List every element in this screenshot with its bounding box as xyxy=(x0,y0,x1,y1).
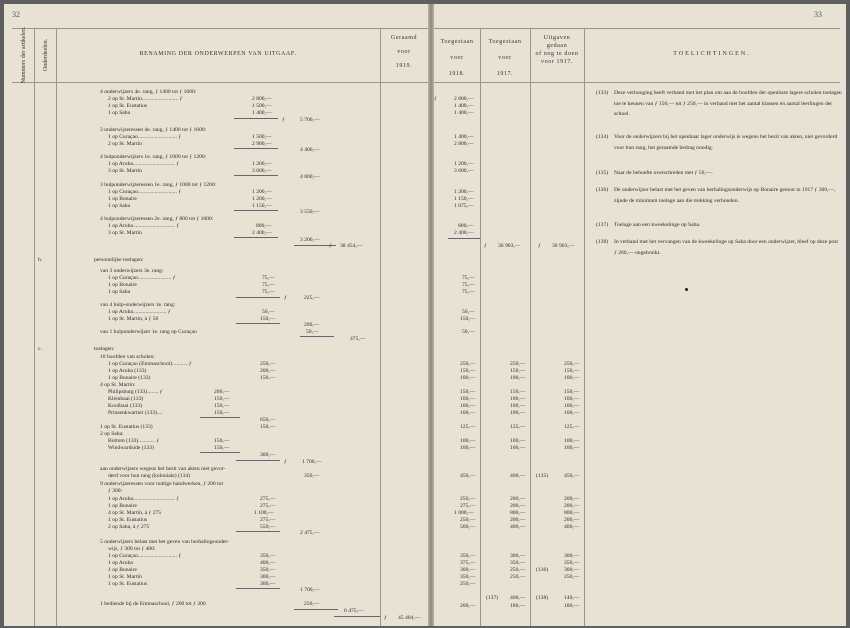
subtotal: 3 550,— xyxy=(300,209,320,215)
subtotal-rule xyxy=(234,148,278,149)
amount: 400,— xyxy=(260,560,276,566)
subtotal-rule xyxy=(236,588,280,589)
line-text: 1 op Bonaire (133) xyxy=(108,375,151,381)
line-text: 2 op St. Martin xyxy=(108,141,142,147)
amount-1918: 150,— xyxy=(460,316,476,322)
subtotal-rule xyxy=(200,452,240,453)
amount: 150,— xyxy=(260,375,276,381)
subtotal-rule xyxy=(200,417,240,418)
subtotal: 4 400,— xyxy=(300,147,320,153)
note-136: (136) De onderwijzer belast met het geven van herhalingsonderwijs op Bonaire genoot in 1917 ƒ 300,—, zijnde de minimum toelage aan die trekking verbonden. xyxy=(596,187,836,204)
line-text: van 1 hulponderwijzer 1e. rang op Curaçao xyxy=(100,329,197,335)
line-text: 9 onderwijzeressen voor nuttige handwerken, ƒ 200 tot xyxy=(100,481,224,487)
currency: ƒ xyxy=(282,117,285,123)
amount-1918: 100,— xyxy=(460,403,476,409)
header-bottom-rule xyxy=(12,82,428,83)
amount-1918: 350,— xyxy=(460,553,476,559)
line-text: 4 op St. Martin: xyxy=(100,382,136,388)
note-reference: (138) xyxy=(536,595,549,601)
amount: 300,— xyxy=(260,574,276,580)
line-text: 1 op Aruba.............................. ƒ xyxy=(108,223,180,229)
book-spread xyxy=(4,4,846,626)
page-number-left: 32 xyxy=(12,10,20,19)
amount-1917: 100,— xyxy=(510,410,526,416)
line-text: 2 op Saba, à ƒ 275 xyxy=(108,524,150,530)
note-reference: (136) xyxy=(536,567,549,573)
amount-uitgaven: 300,— xyxy=(564,553,580,559)
line-text: wijs, ƒ 300 tot ƒ 400: xyxy=(108,546,156,552)
note-137: (137) Toelage aan een kweekelinge op Saba. xyxy=(596,222,701,228)
subtotal: 2 475,— xyxy=(300,530,320,536)
line-text: 1 op Bonaire xyxy=(108,503,137,509)
subtotal: 50,— xyxy=(306,329,319,335)
amount-uitgaven: 100,— xyxy=(564,375,580,381)
section-heading: toelagen: xyxy=(94,346,115,352)
amount: 150,— xyxy=(214,410,230,416)
amount-1917: 400,— xyxy=(510,595,526,601)
amount: 275,— xyxy=(260,496,276,502)
amount-1918: 100,— xyxy=(460,438,476,444)
total-rule xyxy=(334,616,380,617)
section-heading: persoonlijke toelagen: xyxy=(94,257,144,263)
amount-1917: 250,— xyxy=(510,574,526,580)
line-text: Windwardside (133) xyxy=(108,445,154,451)
amount-1918: 1 400,— xyxy=(454,103,474,109)
amount-1918: 3 600,— xyxy=(454,168,474,174)
header-toegestaan-1918: Toegestaan voor 1918. xyxy=(440,39,474,77)
amount-1917: 200,— xyxy=(510,503,526,509)
amount-1918: 1 075,— xyxy=(454,203,474,209)
amount: 75,— xyxy=(262,282,275,288)
note-reference: (137) xyxy=(486,595,499,601)
amount-uitgaven: 300,— xyxy=(564,567,580,573)
header-description: BENAMING DER ONDERWERPEN VAN UITGAAF. xyxy=(139,51,297,57)
subtotal-rule xyxy=(294,609,338,610)
amount-1918: 2 800,— xyxy=(454,141,474,147)
amount: 150,— xyxy=(214,396,230,402)
note-133: (133) Deze verhooging heeft verband met het plan om aan de hoofden der openbare lagere scholen toelagen toe te kennen van ƒ 150,— tot ƒ 250,— in verband met het aantal klassen en aantal leerlingen der school. xyxy=(596,90,842,117)
amount: 200,— xyxy=(214,389,230,395)
subtotal-rule xyxy=(236,323,280,324)
amount-uitgaven: 200,— xyxy=(564,503,580,509)
header-bottom-rule xyxy=(434,82,840,83)
line-text: Kleinbaai (133) xyxy=(108,396,144,402)
currency: ƒ xyxy=(284,459,287,465)
subtotal: 250,— xyxy=(304,601,320,607)
amount-uitgaven: 350,— xyxy=(564,560,580,566)
amount: 200,— xyxy=(260,368,276,374)
amount-1917: 250,— xyxy=(510,567,526,573)
amount: 300,— xyxy=(260,581,276,587)
currency: ƒ xyxy=(284,295,287,301)
amount-1918: 450,— xyxy=(460,473,476,479)
line-text: 1 op Curaçao (Emmaschool)........... ƒ xyxy=(108,361,192,367)
amount: 1 200,— xyxy=(252,161,272,167)
line-text: 4 onderwijzers 4e. rang, ƒ 1400 tot ƒ 1600: xyxy=(100,89,197,95)
line-text: 4 hulponderwijzers 1e. rang, ƒ 1000 tot ƒ 1200: xyxy=(100,154,207,160)
right-page xyxy=(434,4,846,626)
amount-1918: 1 200,— xyxy=(454,189,474,195)
line-text: 1 op Curaçao............................ ƒ xyxy=(108,553,182,559)
amount-1918: 1 400,— xyxy=(454,134,474,140)
amount: 1 500,— xyxy=(252,103,272,109)
section-letter: c. xyxy=(38,346,42,352)
amount: 2 800,— xyxy=(252,96,272,102)
header-subdivisions: Onderdeelen. xyxy=(43,38,49,72)
line-text: 1 op St. Eustatius (133) xyxy=(100,424,153,430)
total-1917: 36 903,— xyxy=(498,243,521,249)
amount-1917: 150,— xyxy=(510,389,526,395)
header-top-rule xyxy=(434,28,840,29)
line-text: ƒ 300: xyxy=(108,488,123,494)
line-text: 1 op Saba xyxy=(108,203,131,209)
amount-uitgaven: 200,— xyxy=(564,496,580,502)
amount: 1 150,— xyxy=(252,203,272,209)
amount: 650,— xyxy=(260,417,276,423)
section-letter: b. xyxy=(38,257,43,263)
amount-1918: 2 400,— xyxy=(454,230,474,236)
amount-uitgaven: 450,— xyxy=(564,473,580,479)
grand-total: 45 404,— xyxy=(398,615,421,621)
line-text: Prinsenkwartier (133).... xyxy=(108,410,163,416)
subtotal: 1 700,— xyxy=(302,459,322,465)
column-rule xyxy=(480,28,481,626)
amount: 800,— xyxy=(256,223,272,229)
amount-1917: 250,— xyxy=(510,361,526,367)
amount-1917: 125,— xyxy=(510,424,526,430)
amount-1918: 150,— xyxy=(460,368,476,374)
amount-1917: 100,— xyxy=(510,375,526,381)
line-text: 1 op Curaçao............................ ƒ xyxy=(108,134,182,140)
amount: 1 500,— xyxy=(252,134,272,140)
line-text: 1 op St. Martin xyxy=(108,574,142,580)
amount-1918: 75,— xyxy=(462,282,475,288)
amount-1918: 100,— xyxy=(460,410,476,416)
amount-uitgaven: 250,— xyxy=(564,361,580,367)
subtotal-rule xyxy=(448,238,480,239)
currency: ƒ xyxy=(434,96,437,102)
line-text: 3 hulponderwijzeressen 1e. rang, ƒ 1000 tot ƒ 1200: xyxy=(100,182,217,188)
line-text: 1 op Aruba.............................. ƒ xyxy=(108,161,180,167)
header-top-rule xyxy=(12,28,428,29)
line-text: 2 op Saba: xyxy=(100,431,124,437)
amount-1918: 250,— xyxy=(460,581,476,587)
amount-1918: 100,— xyxy=(460,445,476,451)
note-reference: (135) xyxy=(536,473,549,479)
line-text: Philipsburg (133)........ ƒ xyxy=(108,389,163,395)
amount-1918: 500,— xyxy=(460,524,476,530)
total-uitgaven: 36 903,— xyxy=(552,243,575,249)
subtotal-rule xyxy=(234,118,278,119)
amount: 550,— xyxy=(260,524,276,530)
amount-uitgaven: 100,— xyxy=(564,403,580,409)
currency: ƒ xyxy=(384,615,387,621)
line-text: 1 op St. Eustatius xyxy=(108,581,148,587)
amount-uitgaven: 100,— xyxy=(564,445,580,451)
amount: 3 600,— xyxy=(252,168,272,174)
line-text: 3 op St. Martin xyxy=(108,230,142,236)
amount: 275,— xyxy=(260,503,276,509)
section-total: 38 454,— xyxy=(340,243,363,249)
amount-1918: 200,— xyxy=(460,603,476,609)
amount: 150,— xyxy=(260,316,276,322)
amount-uitgaven: 125,— xyxy=(564,424,580,430)
header-uitgaven: Uitgaven gedaan of nog te doen voor 1917. xyxy=(535,35,579,65)
note-135: (135) Naar de behoefte overschreden met ƒ 50,—. xyxy=(596,170,713,176)
amount: 2 900,— xyxy=(252,141,272,147)
subtotal: 225,— xyxy=(304,295,320,301)
amount: 350,— xyxy=(260,567,276,573)
column-rule xyxy=(34,28,35,626)
amount-1918: 75,— xyxy=(462,289,475,295)
line-text: derd voor hun rang (koloniale) (134) xyxy=(108,473,191,479)
amount-1918: 1 150,— xyxy=(454,196,474,202)
header-toegestaan-1917: Toegestaan voor 1917. xyxy=(488,39,522,77)
amount-1917: 180,— xyxy=(510,603,526,609)
line-text: 1 op Aruba xyxy=(108,560,133,566)
column-rule xyxy=(584,28,585,626)
amount: 75,— xyxy=(262,275,275,281)
line-text: 3 onderwijzeressen 4e. rang, ƒ 1400 tot ƒ 1600: xyxy=(100,127,207,133)
amount: 1 200,— xyxy=(252,189,272,195)
amount-1917: 100,— xyxy=(510,438,526,444)
currency: ƒ xyxy=(329,243,332,249)
section-total: 475,— xyxy=(350,336,366,342)
header-article-numbers: Nummers der artikelen. xyxy=(21,26,27,84)
line-text: 1 op St. Eustatius xyxy=(108,103,148,109)
line-text: van 3 onderwijzers 3e. rang: xyxy=(100,268,164,274)
note-138: (138) In verband met het vervangen van de kweekelinge op Saba door een onderwijzer, bleef op deze post ƒ 260,— ongebruikt. xyxy=(596,239,838,256)
amount-1918: 250,— xyxy=(460,361,476,367)
subtotal-rule xyxy=(234,175,278,176)
subtotal: 200,— xyxy=(304,322,320,328)
amount: 1 100,— xyxy=(254,510,274,516)
line-text: 5 onderwijzers belast met het geven van herhalingsonder- xyxy=(100,539,229,545)
line-text: 4 op St. Martin, à ƒ 275 xyxy=(108,510,162,516)
amount: 150,— xyxy=(214,403,230,409)
amount-1918: 100,— xyxy=(460,375,476,381)
amount: 1 400,— xyxy=(252,110,272,116)
line-text: 1 bediende bij de Emmaschool, ƒ 200 tot ƒ 300 xyxy=(100,601,206,607)
amount: 250,— xyxy=(260,361,276,367)
amount: 350,— xyxy=(260,553,276,559)
amount-uitgaven: 800,— xyxy=(564,510,580,516)
amount-1918: 100,— xyxy=(460,396,476,402)
amount-1918: 50,— xyxy=(462,309,475,315)
amount-1918: 150,— xyxy=(460,389,476,395)
line-text: aan onderwijzers wegens het bezit van akten niet gevor- xyxy=(100,466,226,472)
column-rule xyxy=(530,28,531,626)
section-total: 6 475,— xyxy=(344,608,364,614)
subtotal-rule xyxy=(236,297,280,298)
amount-1918: 375,— xyxy=(460,560,476,566)
amount-1917: 400,— xyxy=(510,473,526,479)
amount-1918: 125,— xyxy=(460,424,476,430)
amount-uitgaven: 180,— xyxy=(564,603,580,609)
line-text: 1 op Bonaire xyxy=(108,567,137,573)
amount-1918: 800,— xyxy=(458,223,474,229)
subtotal-rule xyxy=(236,531,280,532)
amount-uitgaven: 150,— xyxy=(564,389,580,395)
amount: 275,— xyxy=(260,517,276,523)
amount-uitgaven: 200,— xyxy=(564,517,580,523)
line-text: 1 op Bonaire xyxy=(108,196,137,202)
amount-1917: 200,— xyxy=(510,517,526,523)
subtotal-rule xyxy=(300,336,334,337)
amount: 75,— xyxy=(262,289,275,295)
amount-1918: 350,— xyxy=(460,574,476,580)
amount-1918: 75,— xyxy=(462,275,475,281)
amount: 2 400,— xyxy=(252,230,272,236)
amount-uitgaven: 140,— xyxy=(564,595,580,601)
amount-uitgaven: 100,— xyxy=(564,396,580,402)
line-text: 2 op St. Martin.......................... ƒ xyxy=(108,96,183,102)
amount-uitgaven: 400,— xyxy=(564,524,580,530)
ink-speck xyxy=(685,288,688,291)
amount-1918: 300,— xyxy=(460,567,476,573)
line-text: 10 hoofden van scholen: xyxy=(100,354,155,360)
amount: 1 200,— xyxy=(252,196,272,202)
amount-1917: 200,— xyxy=(510,496,526,502)
amount-1918: 1 200,— xyxy=(454,161,474,167)
amount: 150,— xyxy=(214,438,230,444)
amount-1918: 275,— xyxy=(460,503,476,509)
line-text: 3 op St. Martin xyxy=(108,168,142,174)
currency: ƒ xyxy=(484,243,487,249)
amount-1917: 400,— xyxy=(510,524,526,530)
header-geraamd: Geraamd voor 1919. xyxy=(390,35,418,69)
amount-1917: 300,— xyxy=(510,553,526,559)
amount-uitgaven: 100,— xyxy=(564,438,580,444)
line-text: 1 op Saba xyxy=(108,289,131,295)
amount-1917: 100,— xyxy=(510,445,526,451)
subtotal: 4 800,— xyxy=(300,174,320,180)
line-text: 1 op St. Eustatius xyxy=(108,517,148,523)
line-text: 4 hulponderwijzeressen 2e. rang, ƒ 800 tot ƒ 1000: xyxy=(100,216,214,222)
subtotal: 1 700,— xyxy=(300,587,320,593)
column-rule xyxy=(380,28,381,626)
amount-1918: 1 000,— xyxy=(454,510,474,516)
amount-uitgaven: 150,— xyxy=(564,368,580,374)
subtotal: 3 200,— xyxy=(300,237,320,243)
subtotal-rule xyxy=(234,210,278,211)
amount-1918: 250,— xyxy=(460,496,476,502)
page-number-right: 33 xyxy=(814,10,822,19)
amount-1917: 100,— xyxy=(510,403,526,409)
header-toelichtingen: TOELICHTINGEN. xyxy=(673,51,751,57)
line-text: Koolbaai (133) xyxy=(108,403,143,409)
column-rule xyxy=(56,28,57,626)
amount-1917: 350,— xyxy=(510,560,526,566)
line-text: 1 op Aruba.............................. ƒ xyxy=(108,496,180,502)
subtotal-rule xyxy=(234,237,278,238)
amount-1917: 100,— xyxy=(510,396,526,402)
line-text: 1 op Curaçao........................ ƒ xyxy=(108,275,176,281)
amount: 150,— xyxy=(260,424,276,430)
subtotal: 350,— xyxy=(304,473,320,479)
amount: 150,— xyxy=(214,445,230,451)
line-text: 1 op Aruba........................ ƒ xyxy=(108,309,171,315)
subtotal: 5 700,— xyxy=(300,117,320,123)
line-text: 1 op Aruba (133) xyxy=(108,368,147,374)
amount-1918: 250,— xyxy=(460,517,476,523)
amount-uitgaven: 100,— xyxy=(564,410,580,416)
amount-1917: 150,— xyxy=(510,368,526,374)
line-text: Bottom (133)............ ƒ xyxy=(108,438,160,444)
currency: ƒ xyxy=(538,243,541,249)
amount-1918: 1 400,— xyxy=(454,110,474,116)
amount-uitgaven: 250,— xyxy=(564,574,580,580)
line-text: 1 op Curaçao............................ ƒ xyxy=(108,189,182,195)
amount-1917: 800,— xyxy=(510,510,526,516)
line-text: 1 op St. Martin, à ƒ 50 xyxy=(108,316,159,322)
line-text: 1 op Saba xyxy=(108,110,131,116)
note-134: (134) Voor de onderwijzers bij het openbaar lager onderwijs is wegens het bezit van akten, niet gevorderd voor hun rang, het geraamde bedrag noodig. xyxy=(596,134,838,151)
line-text: 1 op Bonaire xyxy=(108,282,137,288)
amount-1918: 50,— xyxy=(462,329,475,335)
subtotal-rule xyxy=(236,460,280,461)
amount-1918: 2 800,— xyxy=(454,96,474,102)
left-page xyxy=(4,4,428,626)
amount: 300,— xyxy=(260,452,276,458)
amount: 50,— xyxy=(262,309,275,315)
line-text: van 4 hulp-onderwijzers 1e. rang: xyxy=(100,302,176,308)
